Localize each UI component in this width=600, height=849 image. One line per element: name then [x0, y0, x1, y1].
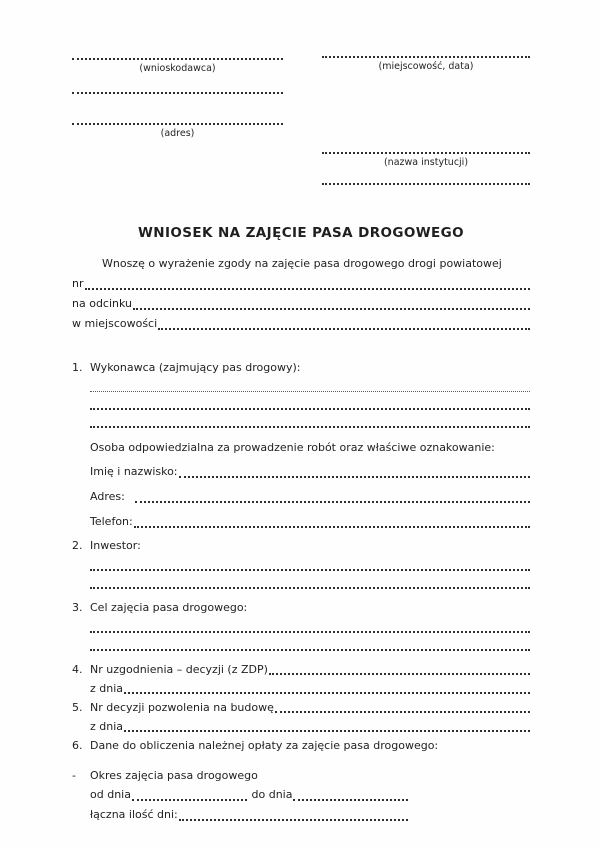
occupation-to-blank [293, 799, 408, 801]
occupation-to-prefix: do dnia [251, 788, 293, 801]
occupation-from-blank [132, 799, 247, 801]
permit-label: Nr decyzji pozwolenia na budowę [90, 701, 274, 714]
item-purpose [72, 598, 530, 651]
item-fee-data [72, 736, 530, 755]
applicant-column [72, 52, 283, 185]
responsible-phone-label: Telefon: [90, 515, 133, 528]
responsible-address-label: Adres: [90, 490, 125, 503]
agreement-date-prefix: z dnia [90, 682, 124, 695]
place-institution-column [322, 52, 530, 185]
item-contractor-label: Wykonawca (zajmujący pas drogowy): [90, 361, 301, 374]
contractor-blank-line-3 [90, 426, 530, 428]
item-contractor-number: 1. [72, 361, 83, 374]
road-number-prefix: nr [72, 277, 84, 290]
agreement-number-blank [269, 673, 530, 675]
purpose-blank-line-1 [90, 631, 530, 633]
item-investor-number: 2. [72, 539, 83, 552]
road-section-row [72, 294, 530, 314]
occupation-period-label: Okres zajęcia pasa drogowego [90, 769, 258, 782]
responsible-person-label: Osoba odpowiedzialna za prowadzenie robót oraz właściwe oznakowanie: [90, 441, 495, 454]
item-building-permit [72, 698, 530, 736]
permit-date-row [90, 717, 530, 736]
document-header [72, 52, 530, 185]
applicant-label: (wnioskodawca) [139, 63, 216, 74]
road-number-blank [85, 288, 531, 290]
occupation-from-prefix: od dnia [90, 788, 131, 801]
contractor-blank-line-2 [90, 408, 530, 410]
institution-blank-line-2 [322, 183, 530, 185]
address-label: (adres) [160, 128, 195, 139]
contractor-blank-line-1 [90, 391, 530, 392]
occupation-dates-row [90, 785, 408, 805]
responsible-name-row [90, 462, 530, 482]
agreement-date-row [90, 679, 530, 698]
item-purpose-label: Cel zajęcia pasa drogowego: [90, 601, 248, 614]
item-agreement-number: 4. [72, 663, 83, 676]
responsible-phone-blank [134, 526, 530, 528]
responsible-phone-row [90, 512, 530, 532]
investor-blank-line-2 [90, 587, 530, 589]
responsible-address-row [90, 487, 530, 507]
applicant-blank-line-2 [72, 92, 283, 94]
responsible-name-label: Imię i nazwisko: [90, 465, 178, 478]
total-days-prefix: łączna ilość dni: [90, 808, 178, 821]
institution-blank-line [322, 152, 530, 154]
intro-paragraph [72, 254, 530, 334]
document-title: WNIOSEK NA ZAJĘCIE PASA DROGOWEGO [137, 225, 465, 241]
purpose-blank-line-2 [90, 649, 530, 651]
place-date-blank-line [322, 56, 530, 58]
item-investor [72, 536, 530, 589]
institution-label: (nazwa instytucji) [383, 157, 469, 168]
item-investor-label: Inwestor: [90, 539, 141, 552]
permit-row [90, 698, 530, 717]
item-fee-label: Dane do obliczenia należnej opłaty za zajęcie pasa drogowego: [90, 739, 439, 752]
address-blank-line [72, 123, 283, 125]
agreement-label: Nr uzgodnienia – decyzji (z ZDP) [90, 663, 268, 676]
locality-blank [158, 328, 530, 330]
item-purpose-number: 3. [72, 601, 83, 614]
permit-date-prefix: z dnia [90, 720, 124, 733]
item-agreement-decision [72, 660, 530, 698]
investor-blank-line-1 [90, 569, 530, 571]
item-permit-number: 5. [72, 701, 83, 714]
locality-row [72, 314, 530, 334]
responsible-name-blank [179, 476, 530, 478]
intro-sentence: Wnoszę o wyrażenie zgody na zajęcie pasa drogowego drogi powiatowej [102, 257, 502, 270]
locality-prefix: w miejscowości [72, 317, 158, 330]
applicant-blank-line [72, 58, 283, 60]
permit-number-blank [275, 711, 530, 713]
occupation-period-bullet: - [72, 769, 76, 782]
road-number-row [72, 274, 530, 294]
agreement-row [90, 660, 530, 679]
total-days-row [90, 805, 408, 825]
permit-date-blank [124, 730, 530, 732]
responsible-address-blank [135, 501, 530, 503]
form-items [72, 358, 530, 825]
road-section-blank [133, 308, 530, 310]
place-date-label: (miejscowość, data) [378, 61, 474, 72]
item-contractor [72, 358, 530, 532]
total-days-blank [179, 819, 408, 821]
agreement-date-blank [124, 692, 530, 694]
road-section-prefix: na odcinku [72, 297, 133, 310]
occupation-period-block [72, 766, 530, 825]
item-fee-number: 6. [72, 739, 83, 752]
